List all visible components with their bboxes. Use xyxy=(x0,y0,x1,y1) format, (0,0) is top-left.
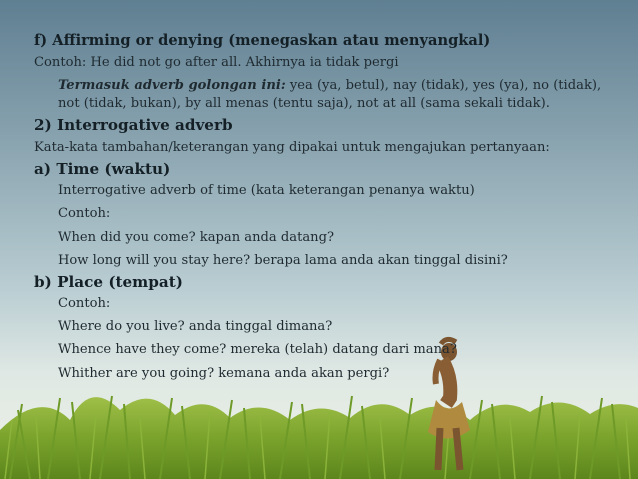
interrogative-heading: 2) Interrogative adverb xyxy=(34,116,233,134)
time-example-1: When did you come? kapan anda datang? xyxy=(58,230,334,245)
time-example-2: How long will you stay here? berapa lama anda akan tinggal disini? xyxy=(58,253,508,268)
time-description: Interrogative adverb of time (kata keterangan penanya waktu) xyxy=(58,183,475,198)
place-example-2: Whence have they come? mereka (telah) datang dari mana? xyxy=(58,342,457,357)
affirming-heading: f) Affirming or denying (menegaskan atau menyangkal) xyxy=(34,32,491,49)
time-contoh-label: Contoh: xyxy=(58,206,111,221)
place-contoh-label: Contoh: xyxy=(58,296,111,311)
place-example-3: Whither are you going? kemana anda akan pergi? xyxy=(58,366,390,381)
interrogative-description: Kata-kata tambahan/keterangan yang dipakai untuk mengajukan pertanyaan: xyxy=(34,140,550,155)
affirming-example: Contoh: He did not go after all. Akhirnya ia tidak pergi xyxy=(34,55,399,70)
place-example-1: Where do you live? anda tinggal dimana? xyxy=(58,319,333,334)
affirming-note-label: Termasuk adverb golongan ini: xyxy=(58,78,286,93)
affirming-note-text-1: yea (ya, betul), nay (tidak), yes (ya), no (tidak), xyxy=(285,78,602,93)
affirming-note-line-1 xyxy=(58,78,601,93)
time-heading: a) Time (waktu) xyxy=(34,160,171,178)
place-heading: b) Place (tempat) xyxy=(34,273,183,291)
affirming-note-line-2: not (tidak, bukan), by all menas (tentu saja), not at all (sama sekali tidak). xyxy=(58,96,550,111)
